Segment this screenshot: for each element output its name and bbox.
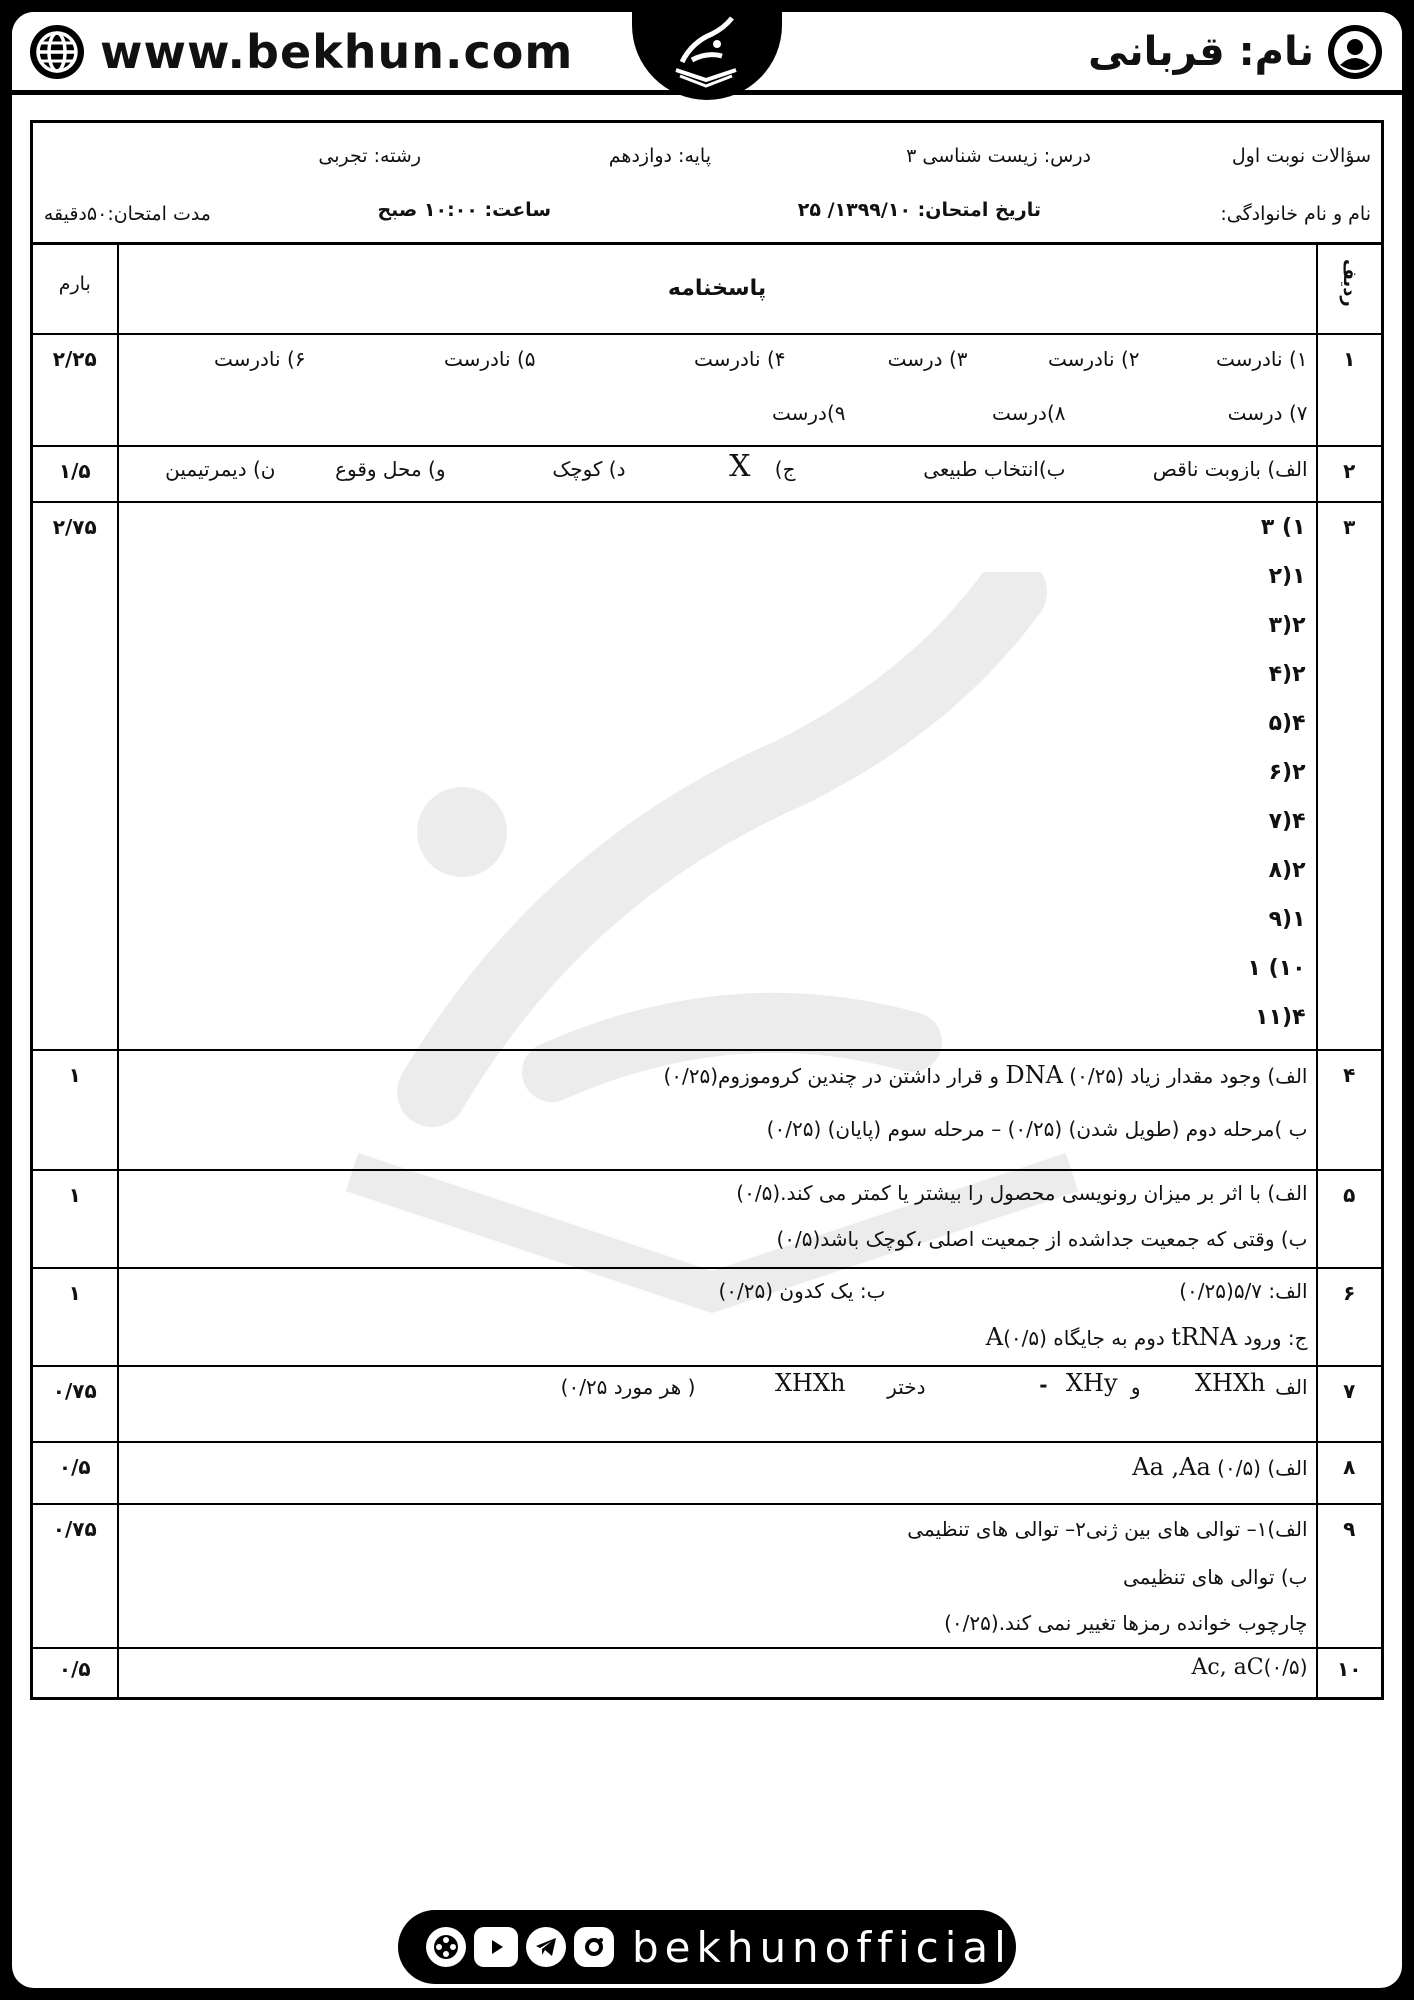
answer-label: الف xyxy=(1275,1375,1308,1399)
row-score: ۱/۵ xyxy=(32,446,118,502)
answer-line: ب) توالی های تنظیمی xyxy=(1123,1565,1308,1589)
answer-item: ۳) درست xyxy=(887,347,968,371)
row-score: ۱ xyxy=(32,1050,118,1170)
row-answer xyxy=(118,1366,1317,1442)
answer-item: ۶) نادرست xyxy=(213,347,306,371)
col-index-header: ردیف xyxy=(1317,244,1383,335)
social-footer[interactable] xyxy=(398,1910,1016,1984)
mc-answer: ۱(۹ xyxy=(1268,907,1306,932)
row-answer xyxy=(118,1648,1317,1698)
mc-answer: ۴(۱۱ xyxy=(1255,1005,1306,1030)
exam-field: رشته: تجربی xyxy=(318,145,421,167)
bekhun-logo xyxy=(632,12,782,100)
row-answer xyxy=(118,446,1317,502)
row-score: ۰/۷۵ xyxy=(32,1504,118,1648)
table-row xyxy=(32,1366,1383,1442)
table-row xyxy=(32,334,1383,446)
top-bar xyxy=(12,12,1402,92)
exam-date: تاریخ امتحان: ۱۳۹۹/۱۰/ ۲۵ xyxy=(797,199,1041,221)
mc-answer: ۲(۳ xyxy=(1268,613,1306,638)
answer-item: ۸)درست xyxy=(991,401,1066,425)
student-name-header xyxy=(1088,22,1384,82)
genotype: XHXh xyxy=(774,1369,846,1397)
answer-line: ب )مرحله دوم (طویل شدن) (۰/۲۵) – مرحله سوم (پایان) (۰/۲۵) xyxy=(766,1117,1308,1141)
row-score: ۲/۷۵ xyxy=(32,502,118,1050)
answer-item: د) کوچک xyxy=(552,457,626,481)
row-index: ۳ xyxy=(1317,502,1383,1050)
film-icon[interactable] xyxy=(426,1927,466,1967)
answer-item: ۹)درست xyxy=(771,401,846,425)
mc-answer: ۴(۵ xyxy=(1268,711,1306,736)
mc-answer: ۲(۶ xyxy=(1268,760,1306,785)
page-frame xyxy=(12,12,1402,1988)
exam-duration: مدت امتحان:۵۰دقیقه xyxy=(43,203,211,225)
answer-note: ( هر مورد ۰/۲۵) xyxy=(560,1375,696,1399)
answer-table xyxy=(30,242,1384,1700)
col-answer-header: پاسخنامه xyxy=(118,244,1317,335)
answer-label: دختر xyxy=(887,1375,926,1399)
mc-answer: ۲(۴ xyxy=(1268,662,1306,687)
answer-label: و xyxy=(1130,1375,1141,1399)
answer-item: و) محل وقوع xyxy=(335,457,446,481)
answer-item: ۴) نادرست xyxy=(693,347,786,371)
genotype: XHy xyxy=(1065,1369,1118,1397)
instagram-icon[interactable] xyxy=(574,1927,614,1967)
answer-item: ن) دیمرتیمین xyxy=(165,457,276,481)
row-index: ۶ xyxy=(1317,1268,1383,1366)
table-row xyxy=(32,1442,1383,1504)
youtube-icon[interactable] xyxy=(474,1927,518,1967)
row-answer xyxy=(118,1050,1317,1170)
row-index: ۴ xyxy=(1317,1050,1383,1170)
row-index: ۵ xyxy=(1317,1170,1383,1268)
row-index: ۸ xyxy=(1317,1442,1383,1504)
answer-item: ۱) نادرست xyxy=(1215,347,1308,371)
exam-grade: پایه: دوازدهم xyxy=(608,145,711,167)
row-index: ۱۰ xyxy=(1317,1648,1383,1698)
mc-answer: ۲(۸ xyxy=(1268,858,1306,883)
answer-line: (۰/۵)Ac, aC xyxy=(1191,1655,1308,1680)
row-answer xyxy=(118,334,1317,446)
answer-item: ۵) نادرست xyxy=(443,347,536,371)
exam-info-header xyxy=(30,120,1384,242)
mc-answer: ۱۰) ۱ xyxy=(1247,956,1306,981)
mc-answer: ۱(۲ xyxy=(1268,564,1306,589)
answer-line: الف)۱– توالی های بین ژنی۲– توالی های تنظیمی xyxy=(907,1517,1308,1541)
row-index: ۲ xyxy=(1317,446,1383,502)
header-divider xyxy=(12,90,1402,95)
row-score: ۰/۷۵ xyxy=(32,1366,118,1442)
row-answer xyxy=(118,502,1317,1050)
row-answer xyxy=(118,1442,1317,1504)
user-icon xyxy=(1326,23,1384,81)
answer-dash: - xyxy=(1039,1373,1048,1397)
name-label: نام: قربانی xyxy=(1088,29,1314,75)
row-answer xyxy=(118,1504,1317,1648)
answer-line: ب: یک کدون (۰/۲۵) xyxy=(718,1279,886,1303)
answer-line: ب) وقتی که جمعیت جداشده از جمعیت اصلی ،کوچک باشد(۰/۵) xyxy=(776,1227,1308,1251)
table-row xyxy=(32,1268,1383,1366)
logo-mark-icon xyxy=(662,12,752,92)
answer-line: الف) با اثر بر میزان رونویسی محصول را بیشتر یا کمتر می کند.(۰/۵) xyxy=(736,1181,1308,1205)
row-score: ۲/۲۵ xyxy=(32,334,118,446)
answer-item: ب)انتخاب طبیعی xyxy=(923,457,1066,481)
table-row xyxy=(32,446,1383,502)
answer-line: ج: ورود tRNA دوم به جایگاه A(۰/۵) xyxy=(985,1323,1308,1351)
answer-latin: X xyxy=(729,449,751,484)
telegram-icon[interactable] xyxy=(526,1927,566,1967)
site-url[interactable]: www.bekhun.com xyxy=(100,25,574,79)
exam-student-name: نام و نام خانوادگی: xyxy=(1220,203,1371,225)
row-score: ۰/۵ xyxy=(32,1442,118,1504)
row-index: ۹ xyxy=(1317,1504,1383,1648)
table-header-row xyxy=(32,244,1383,335)
table-row xyxy=(32,1050,1383,1170)
table-row xyxy=(32,1504,1383,1648)
row-score: ۰/۵ xyxy=(32,1648,118,1698)
row-answer xyxy=(118,1268,1317,1366)
table-row xyxy=(32,1170,1383,1268)
answer-line: الف) Aa ,Aa (۰/۵) xyxy=(1132,1453,1308,1481)
answer-item: الف) بازوبت ناقص xyxy=(1152,457,1308,481)
answer-line: الف: ۵/۷(۰/۲۵) xyxy=(1179,1279,1308,1303)
row-answer xyxy=(118,1170,1317,1268)
answer-line: چارچوب خوانده رمزها تغییر نمی کند.(۰/۲۵) xyxy=(944,1611,1308,1635)
exam-course: درس: زیست شناسی ۳ xyxy=(906,145,1091,167)
social-handle[interactable]: bekhunofficial xyxy=(632,1922,1012,1972)
row-score: ۱ xyxy=(32,1170,118,1268)
row-index: ۱ xyxy=(1317,334,1383,446)
table-row xyxy=(32,1648,1383,1698)
site-link[interactable] xyxy=(28,22,573,82)
exam-sheet xyxy=(30,120,1384,1700)
answer-item: ج) xyxy=(774,457,796,481)
answer-line: الف) وجود مقدار زیاد DNA (۰/۲۵) و قرار داشتن در چندین کروموزوم(۰/۲۵) xyxy=(663,1061,1308,1089)
row-score: ۱ xyxy=(32,1268,118,1366)
mc-answer: ۱) ۳ xyxy=(1260,515,1306,540)
exam-title: سؤالات نوبت اول xyxy=(1231,145,1371,167)
col-score-header: بارم xyxy=(32,244,118,335)
mc-answer: ۴(۷ xyxy=(1268,809,1306,834)
row-index: ۷ xyxy=(1317,1366,1383,1442)
globe-icon xyxy=(28,23,86,81)
exam-time: ساعت: ۱۰:۰۰ صبح xyxy=(377,199,551,221)
table-row xyxy=(32,502,1383,1050)
answer-item: ۷) درست xyxy=(1227,401,1308,425)
genotype: XHXh xyxy=(1194,1369,1266,1397)
answer-item: ۲) نادرست xyxy=(1047,347,1140,371)
